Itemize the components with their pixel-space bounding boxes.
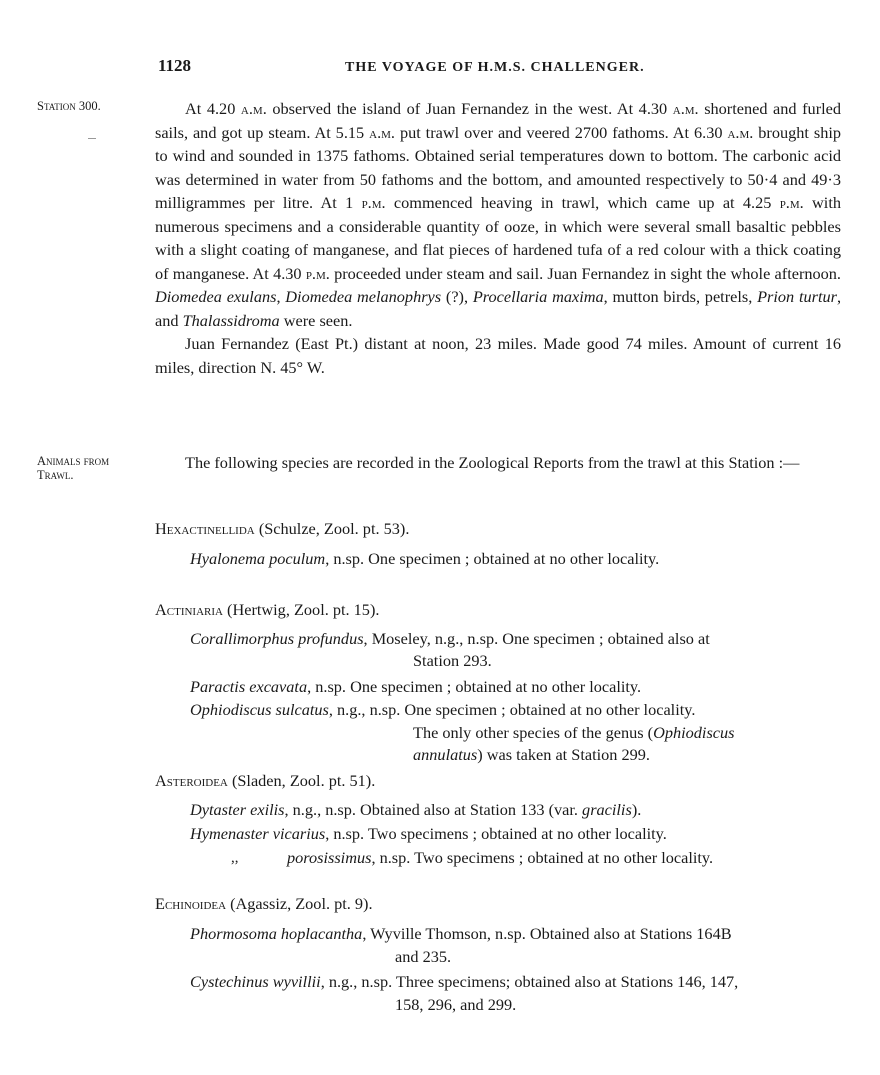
species-name: Prion turtur (757, 287, 837, 306)
species-name: Procellaria maxima (472, 287, 604, 306)
species-entry-continuation: annulatus) was taken at Station 299. (413, 745, 650, 764)
group-heading: Hexactinellida (Schulze, Zool. pt. 53). (155, 519, 410, 538)
margin-dash (88, 138, 96, 139)
species-name: Thalassidroma (182, 310, 280, 330)
species-entry: Paractis excavata, n.sp. One specimen ; obtained at no other locality. (190, 677, 642, 696)
ditto-mark: ,, (231, 850, 239, 866)
species-entry-continuation: The only other species of the genus (Ophiodiscus (413, 723, 735, 742)
species-entry-continuation: Station 293. (413, 651, 492, 670)
species-name: Diomedea exulans (155, 287, 277, 306)
page-number: 1128 (158, 56, 192, 75)
running-title: THE VOYAGE OF H.M.S. CHALLENGER. (345, 60, 645, 75)
species-entry: Hymenaster vicarius, n.sp. Two specimens ; obtained at no other locality. (190, 824, 667, 843)
species-entry-continuation: and 235. (395, 947, 452, 966)
species-entry: Cystechinus wyvillii, n.g., n.sp. Three specimens; obtained also at Stations 146, 147, (190, 972, 739, 991)
station-paragraph-2: Juan Fernandez (East Pt.) distant at noon, 23 miles. Made good 74 miles. Amount of current 16 miles, direction N. 45° W. (155, 334, 841, 377)
species-entry-continuation: 158, 296, and 299. (395, 995, 517, 1014)
group-heading: Asteroidea (Sladen, Zool. pt. 51). (155, 771, 376, 790)
species-entry: Ophiodiscus sulcatus, n.g., n.sp. One specimen ; obtained at no other locality. (190, 700, 696, 719)
station-label: Station 300. (37, 99, 101, 113)
group-heading: Echinoidea (Agassiz, Zool. pt. 9). (155, 894, 373, 913)
station-narrative (155, 97, 841, 379)
species-entry: Phormosoma hoplacantha, Wyville Thomson, n.sp. Obtained also at Stations 164B (190, 924, 732, 943)
species-name: Diomedea melanophrys (285, 287, 442, 306)
species-entry: porosissimus, n.sp. Two specimens ; obtained at no other locality. (287, 848, 714, 867)
animals-intro: The following species are recorded in the Zoological Reports from the trawl at this Station :— (185, 453, 800, 472)
station-paragraph-1: At 4.20 a.m. observed the island of Juan Fernandez in the west. At 4.30 a.m. shortened and furled sails, and got up steam. At 5.15 a.m. put trawl over and veered 2700 fathoms. At 6.30 a.m. brought ship to wind and sounded in 1375 fathoms. Obtained serial temperatures down to bottom. The carbonic acid was determined in water from 50 fathoms and the bottom, and amounted respectively to 50·4 and 49·3 milligrammes per litre. At 1 p.m. commenced heaving in trawl, which came up at 4.25 p.m. with numerous specimens and a considerable quantity of ooze, in which were several small basaltic pebbles with a slight coating of manganese, and flat pieces of hardened tufa of a red colour with a thick coating of manganese. At 4.30 p.m. proceeded under steam and sail. Juan Fernandez in sight the whole afternoon. Diomedea exulans, Diomedea melanophrys (?), Procellaria maxima, mutton birds, petrels, Prion turtur, and Thalassidroma were seen. (155, 99, 842, 330)
species-entry: Corallimorphus profundus, Moseley, n.g., n.sp. One specimen ; obtained also at (190, 629, 710, 648)
species-entry: Hyalonema poculum, n.sp. One specimen ; obtained at no other locality. (190, 549, 660, 568)
group-heading: Actiniaria (Hertwig, Zool. pt. 15). (155, 600, 380, 619)
species-entry: Dytaster exilis, n.g., n.sp. Obtained also at Station 133 (var. gracilis). (190, 800, 642, 819)
animals-label: Animals from Trawl. (37, 454, 110, 482)
